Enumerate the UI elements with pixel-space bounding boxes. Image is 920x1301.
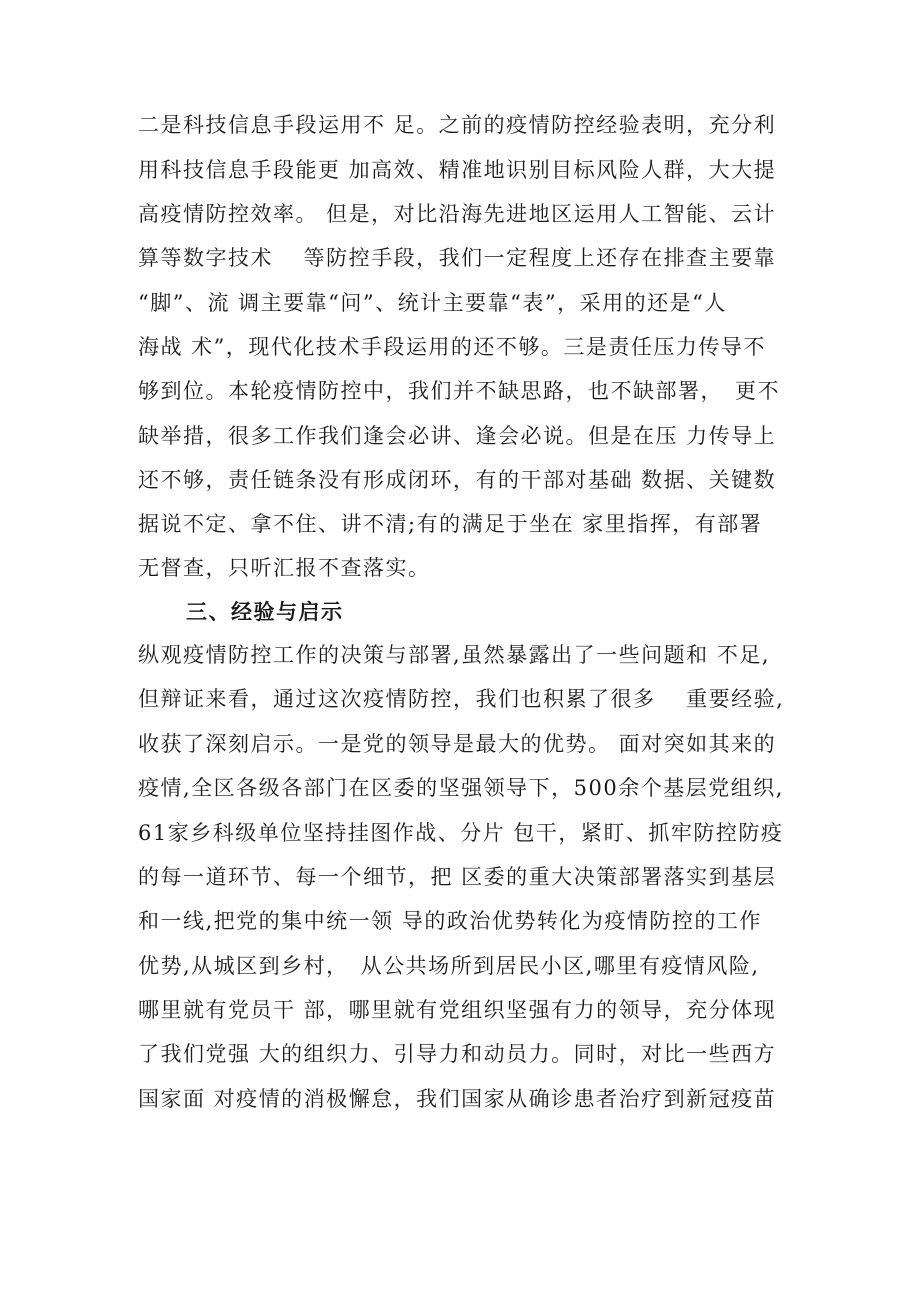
paragraph1-line: 还不够，责任链条没有形成闭环，有的干部对基础 数据、关键数 bbox=[138, 468, 777, 492]
paragraph1-line: 用科技信息手段能更 加高效、精准地识别目标风险人群，大大提 bbox=[138, 158, 777, 182]
paragraph2-line: 和一线,把党的集中统一领 导的政治优势转化为疫情防控的工作 bbox=[138, 909, 762, 933]
section-heading-experience: 三、经验与启示 bbox=[186, 599, 344, 624]
paragraph1-line: 高疫情防控效率。 但是，对比沿海先进地区运用人工智能、云计 bbox=[138, 202, 777, 226]
paragraph2-line: 61家乡科级单位坚持挂图作战、分片 包干，紧盯、抓牢防控防疫 bbox=[138, 821, 784, 845]
paragraph2-line: 纵观疫情防控工作的决策与部署,虽然暴露出了一些问题和 不足, bbox=[138, 643, 771, 667]
paragraph1-line: “脚”、流 调主要靠“问”、统计主要靠“表”，采用的还是“人 bbox=[138, 291, 727, 315]
paragraph1-line: 二是科技信息手段运用不 足。之前的疫情防控经验表明，充分利 bbox=[138, 113, 777, 137]
paragraph1-line: 据说不定、拿不住、讲不清;有的满足于坐在 家里指挥，有部署 bbox=[138, 512, 763, 536]
paragraph2-line: 优势,从城区到乡村， 从公共场所到居民小区,哪里有疫情风险, bbox=[138, 954, 760, 978]
paragraph2-line: 疫情,全区各级各部门在区委的坚强领导下，500余个基层党组织, bbox=[138, 776, 784, 800]
paragraph1-line: 缺举措，很多工作我们逢会必讲、逢会必说。但是在压 力传导上 bbox=[138, 424, 777, 448]
paragraph2-line: 的每一道环节、每一个细节，把 区委的重大决策部署落实到基层 bbox=[138, 865, 777, 889]
paragraph2-line: 了我们党强 大的组织力、引导力和动员力。同时，对比一些西方 bbox=[138, 1042, 777, 1066]
paragraph2-line: 国家面 对疫情的消极懈怠，我们国家从确诊患者治疗到新冠疫苗 bbox=[138, 1087, 777, 1111]
paragraph2-line: 但辩证来看，通过这次疫情防控，我们也积累了很多 重要经验, bbox=[138, 687, 785, 711]
paragraph2-line: 收获了深刻启示。一是党的领导是最大的优势。 面对突如其来的 bbox=[138, 732, 777, 756]
paragraph1-line: 算等数字技术 等防控手段，我们一定程度上还存在排查主要靠 bbox=[138, 246, 777, 270]
paragraph1-line: 够到位。本轮疫情防控中，我们并不缺思路，也不缺部署， 更不 bbox=[138, 379, 780, 403]
paragraph1-line: 无督查，只听汇报不查落实。 bbox=[138, 556, 431, 580]
paragraph1-line: 海战 术”，现代化技术手段运用的还不够。三是责任压力传导不 bbox=[138, 335, 766, 359]
paragraph2-line: 哪里就有党员干 部，哪里就有党组织坚强有力的领导，充分体现 bbox=[138, 998, 777, 1022]
